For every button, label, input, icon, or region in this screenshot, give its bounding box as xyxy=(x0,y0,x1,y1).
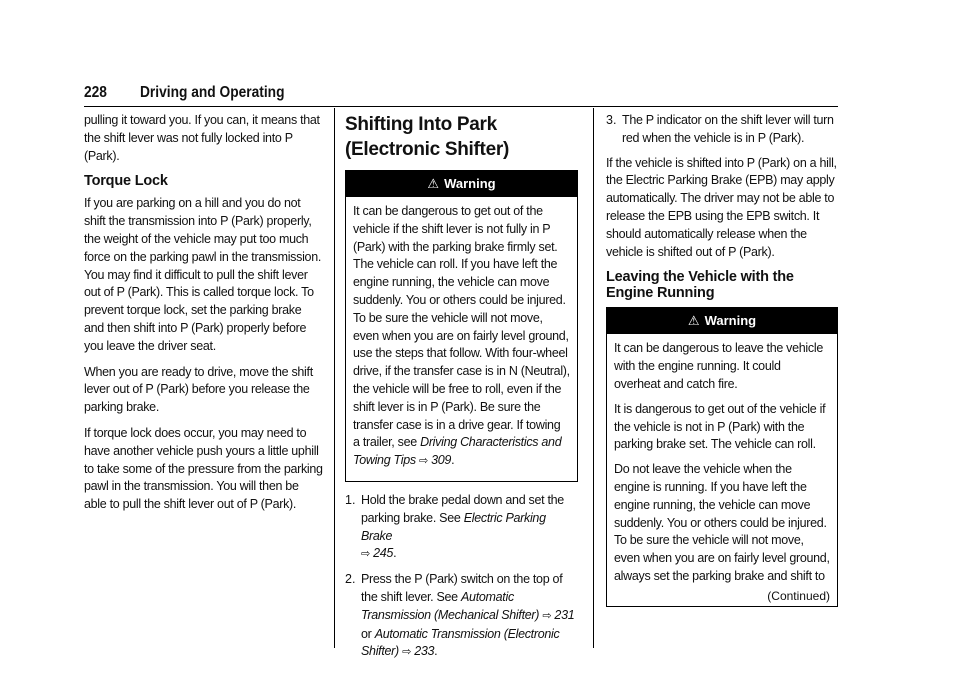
warning-header xyxy=(607,308,837,334)
cross-reference-link[interactable]: Driving Characteristics and Towing Tips xyxy=(353,435,562,468)
page-ref-arrow-icon: ⇨ xyxy=(361,548,370,561)
page-ref-arrow-icon: ⇨ xyxy=(402,646,411,659)
continued-label: (Continued) xyxy=(767,588,830,603)
list-item: 1. Hold the brake pedal down and set the parking brake. See Electric Parking Brake ⇨ 245. xyxy=(345,492,564,561)
paragraph: When you are ready to drive, move the shift lever out of P (Park) before you release the parking brake. xyxy=(84,364,313,415)
column-1 xyxy=(84,112,324,522)
warning-text: It is dangerous to get out of the vehicle if the vehicle is not in P (Park) with the parking brake set. The vehicle can roll. xyxy=(614,401,826,452)
page-ref-number[interactable]: 231 xyxy=(554,607,575,622)
page-ref-arrow-icon: ⇨ xyxy=(419,455,428,468)
page-header xyxy=(84,82,838,107)
column-2 xyxy=(345,112,578,669)
warning-title: Warning xyxy=(444,176,496,191)
column-divider xyxy=(593,108,594,648)
warning-text: It can be dangerous to leave the vehicle with the engine running. It could overheat and catch fire. xyxy=(614,341,823,391)
cross-reference-link[interactable]: Automatic Transmission (Mechanical Shifter) xyxy=(361,589,540,622)
cross-reference-link[interactable]: Automatic Transmission (Electronic Shifter) xyxy=(361,626,560,659)
page-ref-number[interactable]: 309 xyxy=(431,453,452,468)
section-title: Driving and Operating xyxy=(140,84,285,101)
warning-triangle-icon: ⚠ xyxy=(687,313,700,329)
column-3 xyxy=(606,112,838,617)
heading-shifting-into-park: Shifting Into Park (Electronic Shifter) xyxy=(345,114,509,160)
warning-box xyxy=(606,307,838,606)
list-item: 2. Press the P (Park) switch on the top of the shift lever. See Automatic Transmission (Mechanical Shifter) ⇨ 231 or Automatic Transmission (Electronic Shifter) ⇨ 233. xyxy=(345,572,575,659)
page-ref-number[interactable]: 233 xyxy=(414,644,435,659)
page-ref-arrow-icon: ⇨ xyxy=(542,609,552,622)
warning-box xyxy=(345,170,578,482)
paragraph: pulling it toward you. If you can, it means that the shift lever was not fully locked into P (Park). xyxy=(84,113,320,163)
page-number: 228 xyxy=(84,84,107,101)
warning-header xyxy=(346,171,577,197)
list-item: 3. The P indicator on the shift lever will turn red when the vehicle is in P (Park). xyxy=(606,113,834,145)
paragraph: If the vehicle is shifted into P (Park) on a hill, the Electric Parking Brake (EPB) may apply automatically. The driver may not be able to release the EPB using the EPB switch. It should automatically release when the vehicle is shifted out of P (Park). xyxy=(606,155,837,259)
column-divider xyxy=(334,108,335,648)
page-ref-number[interactable]: 245 xyxy=(373,546,394,561)
warning-triangle-icon: ⚠ xyxy=(427,176,440,191)
heading-torque-lock: Torque Lock xyxy=(84,173,168,190)
paragraph: If torque lock does occur, you may need to have another vehicle push yours a little uphill to take some of the pressure from the parking pawl in the transmission. You will then be able to pull the shift lever out of P (Park). xyxy=(84,425,323,512)
paragraph: If you are parking on a hill and you do not shift the transmission into P (Park) properly, the weight of the vehicle may put too much force on the parking pawl in the transmission. You may find it difficult to pull the shift lever out of P (Park). This is called torque lock. To prevent torque lock, set the parking brake and then shift into P (Park) properly before you leave the driver seat. xyxy=(84,196,322,353)
warning-title: Warning xyxy=(704,313,757,329)
heading-leaving-vehicle: Leaving the Vehicle with the Engine Running xyxy=(606,269,794,302)
warning-text: Do not leave the vehicle when the engine is running. If you have left the engine running, the vehicle can move suddenly. You or others could be injured. To be sure the vehicle will not move, even when you are on fairly level ground, always set the parking brake and shift to xyxy=(614,462,830,583)
cross-reference-link[interactable]: Electric Parking Brake xyxy=(361,510,546,543)
warning-text: It can be dangerous to get out of the vehicle if the shift lever is not fully in P (Park) with the parking brake firmly set. The vehicle can roll. If you have left the engine running, the vehicle can move suddenly. You or others could be injured. To be sure the vehicle will not move, even when you are on fairly level ground, use the steps that follow. With four-wheel drive, if the transfer case is in N (Neutral), the vehicle will be free to roll, even if the shift lever is in P (Park). Be sure the transfer case is in a drive gear. If towing a trailer, see Driving Characteristics and Towing Tips ⇨ 309. xyxy=(353,204,570,468)
